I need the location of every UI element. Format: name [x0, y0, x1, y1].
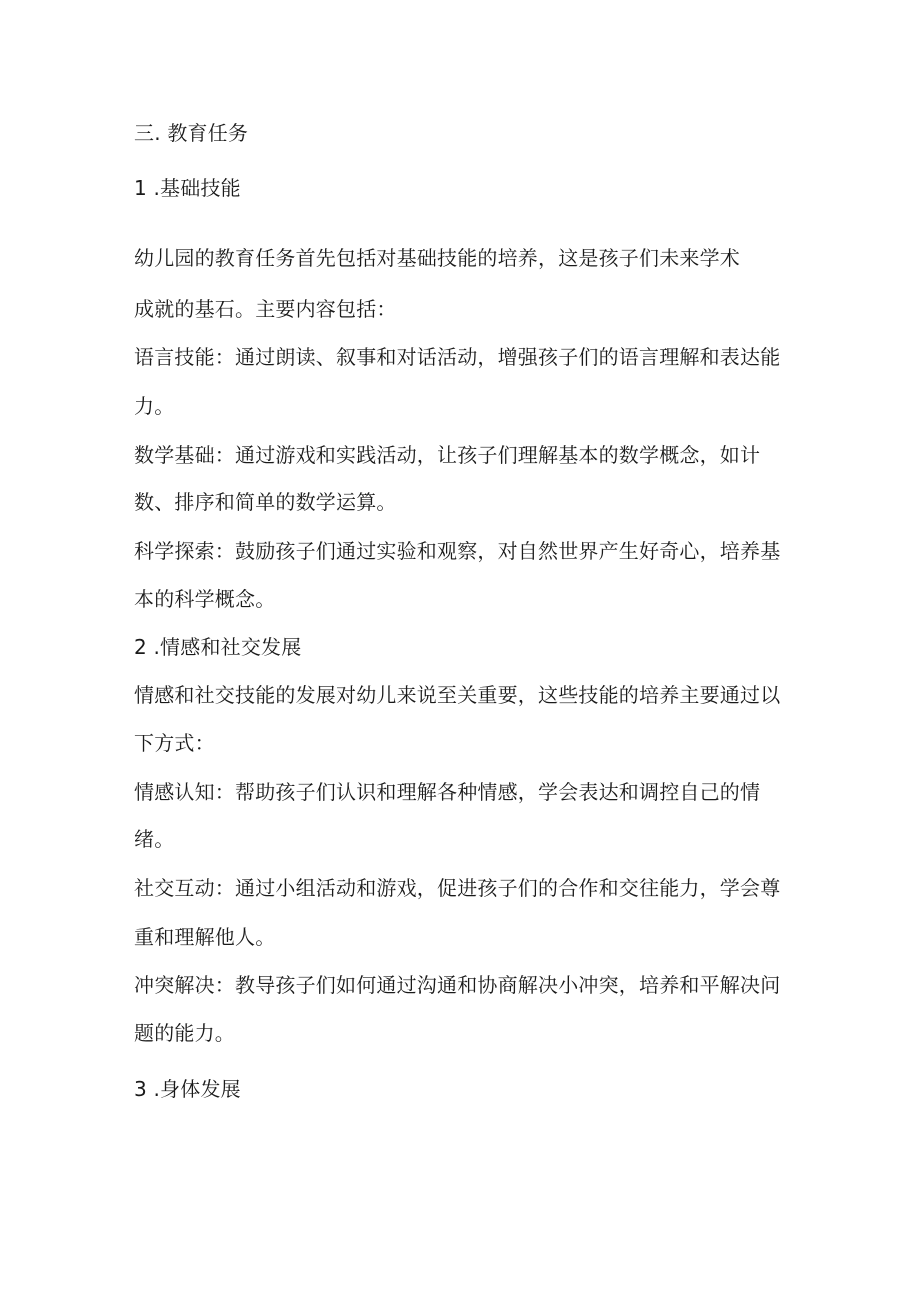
subsection-1-heading: 1 .基础技能	[134, 176, 241, 200]
subsection-2-intro-line-2: 下方式：	[134, 731, 215, 755]
science-exploration-line-1: 科学探索：鼓励孩子们通过实验和观察，对自然世界产生好奇心，培养基	[134, 539, 781, 563]
language-skills-line-2: 力。	[134, 394, 175, 418]
subsection-2-intro-line-1: 情感和社交技能的发展对幼儿来说至关重要，这些技能的培养主要通过以	[134, 683, 781, 707]
subsection-3-heading: 3 .身体发展	[134, 1077, 241, 1101]
conflict-resolution-line-1: 冲突解决：教导孩子们如何通过沟通和协商解决小冲突，培养和平解决问	[134, 973, 781, 997]
subsection-1-intro-line-2: 成就的基石。主要内容包括：	[134, 297, 397, 321]
math-basics-line-1: 数学基础：通过游戏和实践活动，让孩子们理解基本的数学概念，如计	[134, 443, 761, 467]
section-title: 三. 教育任务	[134, 121, 249, 145]
social-interaction-line-2: 重和理解他人。	[134, 925, 276, 949]
subsection-1-intro-line-1: 幼儿园的教育任务首先包括对基础技能的培养，这是孩子们未来学术	[134, 246, 740, 270]
math-basics-line-2: 数、排序和简单的数学运算。	[134, 490, 397, 514]
conflict-resolution-line-2: 题的能力。	[134, 1021, 235, 1045]
social-interaction-line-1: 社交互动：通过小组活动和游戏，促进孩子们的合作和交往能力，学会尊	[134, 876, 781, 900]
subsection-2-heading: 2 .情感和社交发展	[134, 635, 302, 659]
science-exploration-line-2: 本的科学概念。	[134, 587, 276, 611]
emotion-cognition-line-2: 绪。	[134, 827, 175, 851]
emotion-cognition-line-1: 情感认知：帮助孩子们认识和理解各种情感，学会表达和调控自己的情	[134, 780, 761, 804]
language-skills-line-1: 语言技能：通过朗读、叙事和对话活动，增强孩子们的语言理解和表达能	[134, 345, 781, 369]
